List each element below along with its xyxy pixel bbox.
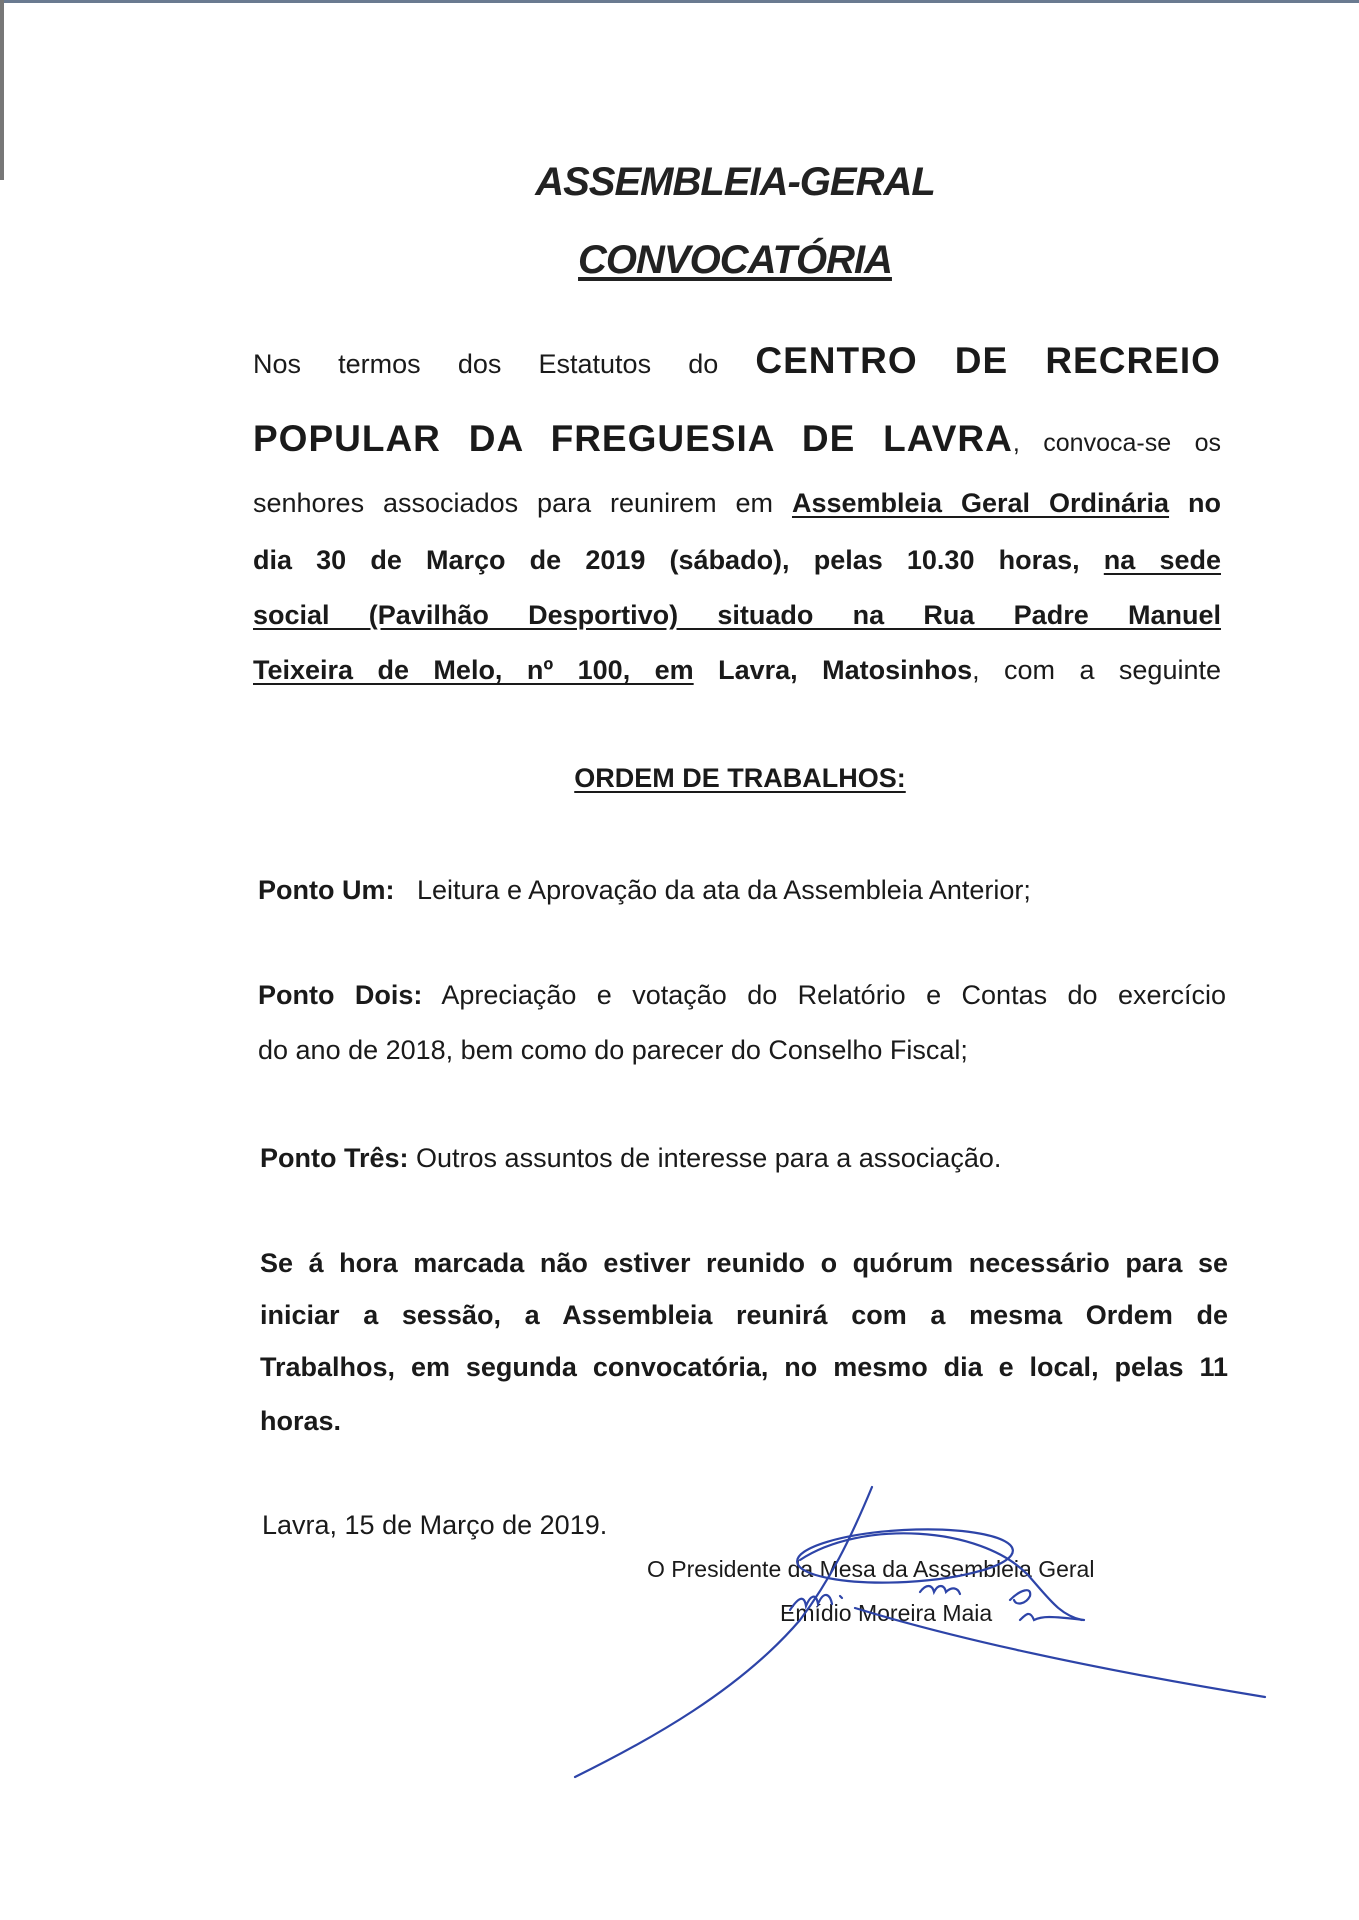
notice-line: Trabalhos, em segunda convocatória, no mesmo dia e local, pelas 11: [260, 1352, 1228, 1382]
notice-line: iniciar a sessão, a Assembleia reunirá com a mesma Ordem de: [260, 1300, 1228, 1330]
word: Estatutos: [538, 349, 652, 379]
text: , convoca-se os: [1012, 429, 1221, 457]
meeting-date: dia 30 de Março de 2019 (sábado), pelas 10.30 horas,: [253, 545, 1104, 575]
word: RECREIO: [1045, 340, 1221, 381]
text: , com a seguinte: [972, 655, 1221, 685]
meeting-type: Assembleia Geral Ordinária: [791, 488, 1170, 518]
text: Lavra, Matosinhos: [693, 655, 973, 685]
item-label: Ponto Três:: [260, 1143, 409, 1173]
item-text: Apreciação e votação do Relatório e Contas do exercício: [441, 980, 1226, 1010]
notice-line: Se á hora marcada não estiver reunido o quórum necessário para se: [260, 1248, 1228, 1278]
notice-line: horas.: [260, 1406, 342, 1436]
agenda-item-2-cont: do ano de 2018, bem como do parecer do Conselho Fiscal;: [258, 1035, 968, 1065]
word: dos: [457, 349, 502, 379]
word: termos: [338, 349, 421, 379]
word: do: [688, 349, 719, 379]
item-label: Ponto Um:: [258, 875, 395, 905]
text: senhores associados para reunirem em: [253, 488, 792, 518]
agenda-heading: ORDEM DE TRABALHOS:: [574, 763, 906, 793]
word: DE: [954, 340, 1009, 381]
word: Nos: [253, 349, 302, 379]
item-text: Leitura e Aprovação da ata da Assembleia Anterior;: [417, 875, 1031, 905]
organization-name: POPULAR DA FREGUESIA DE LAVRA: [253, 418, 1013, 459]
text: no: [1169, 488, 1221, 518]
intro-line-5: social (Pavilhão Desportivo) situado na Rua Padre Manuel: [253, 600, 1221, 630]
address: Teixeira de Melo, nº 100, em: [253, 655, 694, 685]
item-label: Ponto Dois:: [258, 980, 423, 1010]
item-text: Outros assuntos de interesse para a associação.: [416, 1143, 1002, 1173]
signatory-role: O Presidente da Mesa da Assembleia Geral: [647, 1556, 1095, 1582]
word: CENTRO: [755, 340, 918, 381]
text: na sede: [1103, 545, 1221, 575]
place-date: Lavra, 15 de Março de 2019.: [262, 1510, 608, 1540]
signatory-name: Emídio Moreira Maia: [780, 1600, 993, 1626]
document-title: ASSEMBLEIA-GERAL: [535, 160, 935, 204]
document-subtitle: CONVOCATÓRIA: [578, 238, 892, 282]
